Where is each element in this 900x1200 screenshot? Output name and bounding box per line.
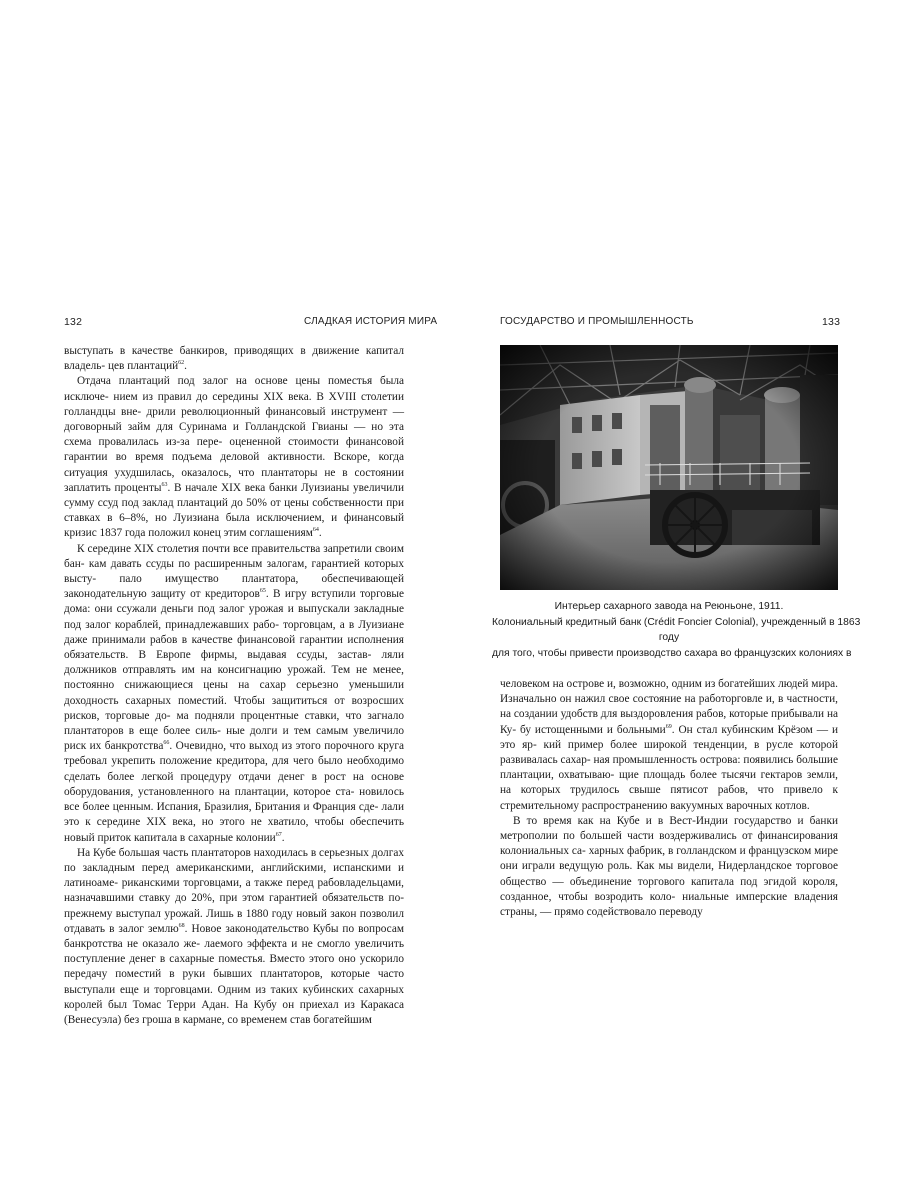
factory-interior-illustration — [500, 345, 838, 590]
paragraph — [64, 542, 404, 846]
footnote-ref: 65 — [259, 588, 266, 595]
paragraph-text: . Новое законодательство Кубы по вопросам банкротства не оказало же- лаемого эффекта и не смогло увеличить поступление денег в сахарные поместья. Вместо этого оно ускорило передачу поместий в руки бывших плантаторов, которые часто выступали еще и торговцами. Одним из таких кубинских сахарных королей был Томас Терри Адан. На Кубу он приехал из Каракаса (Венесуэла) без гроша в кармане, со временем став богатейшим — [64, 922, 404, 1026]
page-number-left: 132 — [64, 316, 83, 328]
paragraph-text: человеком на острове и, возможно, одним из богатейших людей мира. Изначально он нажил свое состояние на работорговле и, в частности, на создании удобств для выздоровления рабов, которые прибывали на Ку- бу истощенными и больными — [500, 678, 838, 736]
running-title-left: СЛАДКАЯ ИСТОРИЯ МИРА — [304, 316, 438, 327]
footnote-ref: 63 — [161, 482, 168, 489]
footnote-ref: 69 — [665, 723, 672, 730]
paragraph-text: выступать в качестве банкиров, приводящих в движение капитал владель- цев плантаций — [64, 345, 404, 373]
caption-line: году — [658, 632, 680, 643]
left-body-text — [64, 344, 404, 1028]
paragraph-text: На Кубе большая часть плантаторов находилась в серьезных долгах по закладным перед американскими, английскими, испанскими и латиноаме- риканскими торговцами, а также перед рабовладельцами, назначавшими ставку до 20%, при этом гарантией обязательств по-прежнему выступал урожай. Лишь в 1880 году новый закон позволил отдавать в залог землю — [64, 846, 404, 935]
paragraph-text: . — [184, 360, 187, 373]
footnote-ref: 64 — [312, 527, 319, 534]
footnote-ref: 66 — [163, 740, 170, 747]
footnote-ref: 67 — [275, 831, 282, 838]
paragraph — [64, 374, 404, 541]
paragraph-text: . — [318, 527, 322, 540]
caption-line: Интерьер сахарного завода на Реюньоне, 1911. — [554, 601, 784, 612]
paragraph — [64, 344, 404, 374]
paragraph — [500, 814, 838, 920]
paragraph-text: . Очевидно, что выход из этого порочного круга требовал укрепить положение кредитора, для чего было необходимо сделать более легкой процедуру отдачи денег в рост на основе оборудования, установленного на плантации, которое ста- новилось все более ценным. Испания, Бразилия, Британия и Франция сде- лали это к середине XIX века, но этого не хватило, чтобы обеспечить новый приток капитала в сахарные колонии — [64, 740, 404, 844]
caption-line: Колониальный кредитный банк (Crédit Foncier Colonial), учрежденный в 1863 — [492, 616, 861, 628]
photo-caption — [492, 599, 861, 661]
paragraph-text: . Он стал кубинским Крёзом — и это яр- кий пример более широкой тенденции, в русле которой развивалась сахар- ная промышленность острова: появились большие плантации, охватываю- щие площадь более тысячи гектаров земли, на которых трудилось свыше пятисот рабов, что привело к стремительному распространению вакуумных варочных котлов. — [500, 723, 838, 812]
paragraph-text: Отдача плантаций под залог на основе цены поместья была исключе- нием из правил до середины XIX века. В XVIII столетии голландцы вне- дрили революционный финансовый инструмент — договорный займ для Суринама и Голландской Гвианы — но эта схема провалилась из-за пере- оцененной стоимости финансовой гарантии во время подъема деловой активности. Вскоре, когда ситуация ухудшилась, оказалось, что плантаторы не в состоянии заплатить проценты — [64, 375, 404, 494]
paragraph-text: . В игру вступили торговые дома: они ссужали деньги под залог урожая и выпускали закладные под залог кораблей, принадлежавших рабо- торговцам, а в Луизиане даже принимали рабов в качестве финансовой гарантии исполнения обязательств. В Европе фирмы, выдавая ссуды, застав- ляли должников отправлять им на консигнацию урожай. Тем не менее, постоянно снижающиеся цены на сахар серьезно уменьшили доходность сахарных поместий. Чтобы защититься от возросших рисков, торговые до- ма подняли процентные ставки, что загнало плантаторов в еще более силь- ные долги и тем самым увеличило риск их банкротства — [64, 588, 405, 753]
sugar-factory-photo — [500, 345, 838, 590]
running-title-right: ГОСУДАРСТВО И ПРОМЫШЛЕННОСТЬ — [500, 316, 694, 327]
paragraph-text: В то время как на Кубе и в Вест-Индии государство и банки метрополии по большей части воздерживались от финансирования колониальных са- харных фабрик, в голландском и французском мире они играли ведущую роль. Как мы видели, Нидерландское торговое общество — объединение торгового капитала под эгидой короля, созданное, чтобы возродить коло- ниальные имперские владения страны, — прямо содействовало переводу — [500, 814, 838, 919]
footnote-ref: 68 — [178, 922, 185, 929]
caption-line: для того, чтобы привести производство сахара во французских колониях в — [492, 647, 852, 659]
right-body-text — [500, 677, 838, 920]
paragraph-text: . — [281, 831, 285, 844]
paragraph — [500, 677, 838, 814]
paragraph — [64, 846, 404, 1028]
paragraph-text: . В начале XIX века банки Луизианы увеличили сумму ссуд под заклад плантаций до 50% от цены собственности при ставках в 6–8%, но Луизиана была исключением, и финансовый кризис 1837 года положил конец этим соглашениям — [64, 481, 404, 540]
paragraph-text: К середине XIX столетия почти все правительства запретили своим бан- кам давать ссуды по расширенным залогам, гарантией которых высту- пало имущество плантатора, обеспечивающей законодательную защиту от кредиторов — [64, 542, 404, 601]
page-number-right: 133 — [822, 316, 841, 328]
footnote-ref: 62 — [178, 360, 185, 367]
